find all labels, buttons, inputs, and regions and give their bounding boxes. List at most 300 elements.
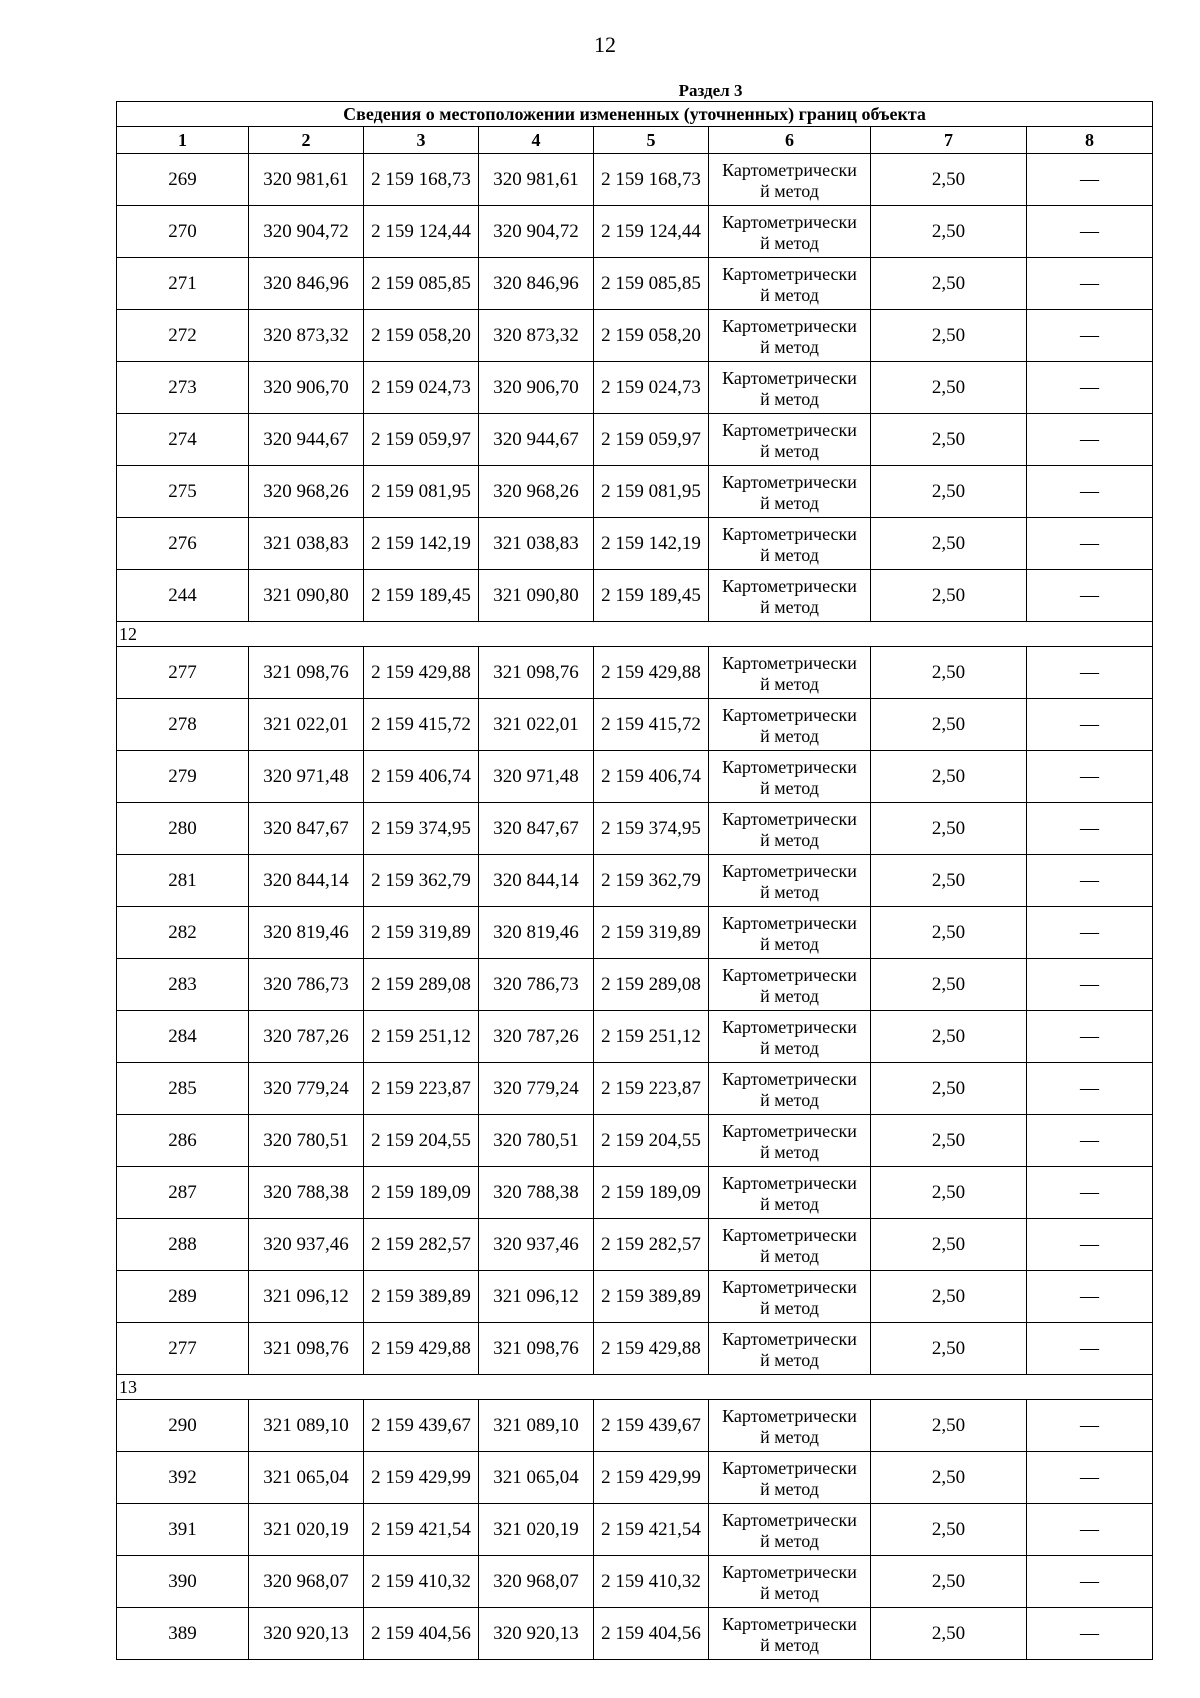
refined-y-cell: 2 159 362,79 <box>594 855 709 907</box>
existing-y-cell: 2 159 204,55 <box>364 1115 479 1167</box>
description-cell: — <box>1027 466 1153 518</box>
method-line-2: й метод <box>760 1141 819 1162</box>
table-row <box>117 1011 1153 1063</box>
refined-y-cell: 2 159 421,54 <box>594 1504 709 1556</box>
description-cell: — <box>1027 1400 1153 1452</box>
refined-x-cell: 320 819,46 <box>479 907 594 959</box>
table-row <box>117 466 1153 518</box>
existing-x-cell: 320 981,61 <box>249 154 364 206</box>
refined-y-cell: 2 159 085,85 <box>594 258 709 310</box>
refined-y-cell: 2 159 389,89 <box>594 1271 709 1323</box>
table-row <box>117 1323 1153 1375</box>
table-row <box>117 959 1153 1011</box>
point-number-cell: 392 <box>117 1452 249 1504</box>
method-line-2: й метод <box>760 232 819 253</box>
description-cell: — <box>1027 1219 1153 1271</box>
existing-x-cell: 321 090,80 <box>249 570 364 622</box>
description-cell: — <box>1027 1504 1153 1556</box>
existing-y-cell: 2 159 168,73 <box>364 154 479 206</box>
method-line-1: Картометрически <box>722 1172 857 1193</box>
description-cell: — <box>1027 1167 1153 1219</box>
method-line-2: й метод <box>760 388 819 409</box>
method-line-1: Картометрически <box>722 860 857 881</box>
refined-x-cell: 320 780,51 <box>479 1115 594 1167</box>
accuracy-cell: 2,50 <box>871 1452 1027 1504</box>
refined-y-cell: 2 159 142,19 <box>594 518 709 570</box>
method-cell <box>709 310 871 362</box>
refined-x-cell: 321 020,19 <box>479 1504 594 1556</box>
description-cell: — <box>1027 1115 1153 1167</box>
column-header: 1 <box>117 127 249 154</box>
description-cell: — <box>1027 518 1153 570</box>
table-row <box>117 1400 1153 1452</box>
accuracy-cell: 2,50 <box>871 466 1027 518</box>
existing-x-cell: 320 779,24 <box>249 1063 364 1115</box>
column-header: 6 <box>709 127 871 154</box>
method-cell <box>709 1063 871 1115</box>
accuracy-cell: 2,50 <box>871 1063 1027 1115</box>
method-line-1: Картометрически <box>722 1613 857 1634</box>
description-cell: — <box>1027 1608 1153 1660</box>
method-cell <box>709 751 871 803</box>
point-number-cell: 286 <box>117 1115 249 1167</box>
point-number-cell: 288 <box>117 1219 249 1271</box>
existing-x-cell: 320 971,48 <box>249 751 364 803</box>
point-number-cell: 273 <box>117 362 249 414</box>
description-cell: — <box>1027 362 1153 414</box>
existing-y-cell: 2 159 223,87 <box>364 1063 479 1115</box>
refined-x-cell: 320 786,73 <box>479 959 594 1011</box>
column-header-row <box>117 127 1153 154</box>
existing-y-cell: 2 159 429,99 <box>364 1452 479 1504</box>
description-cell: — <box>1027 907 1153 959</box>
refined-x-cell: 320 787,26 <box>479 1011 594 1063</box>
existing-x-cell: 320 944,67 <box>249 414 364 466</box>
method-cell <box>709 855 871 907</box>
method-line-2: й метод <box>760 933 819 954</box>
method-cell <box>709 1115 871 1167</box>
existing-y-cell: 2 159 362,79 <box>364 855 479 907</box>
method-line-2: й метод <box>760 1297 819 1318</box>
existing-x-cell: 320 847,67 <box>249 803 364 855</box>
refined-x-cell: 321 098,76 <box>479 647 594 699</box>
method-line-1: Картометрически <box>722 263 857 284</box>
description-cell: — <box>1027 751 1153 803</box>
point-number-cell: 277 <box>117 1323 249 1375</box>
point-number-cell: 285 <box>117 1063 249 1115</box>
method-line-1: Картометрически <box>722 1068 857 1089</box>
method-line-1: Картометрически <box>722 159 857 180</box>
existing-y-cell: 2 159 189,45 <box>364 570 479 622</box>
point-number-cell: 290 <box>117 1400 249 1452</box>
method-cell <box>709 154 871 206</box>
point-number-cell: 244 <box>117 570 249 622</box>
method-line-1: Картометрически <box>722 1457 857 1478</box>
point-number-cell: 274 <box>117 414 249 466</box>
method-cell <box>709 518 871 570</box>
method-cell <box>709 1504 871 1556</box>
table-row <box>117 1556 1153 1608</box>
existing-y-cell: 2 159 389,89 <box>364 1271 479 1323</box>
existing-y-cell: 2 159 142,19 <box>364 518 479 570</box>
refined-x-cell: 320 968,26 <box>479 466 594 518</box>
point-number-cell: 280 <box>117 803 249 855</box>
point-number-cell: 390 <box>117 1556 249 1608</box>
column-header: 7 <box>871 127 1027 154</box>
description-cell: — <box>1027 855 1153 907</box>
column-header: 8 <box>1027 127 1153 154</box>
refined-y-cell: 2 159 319,89 <box>594 907 709 959</box>
accuracy-cell: 2,50 <box>871 206 1027 258</box>
table-row <box>117 1452 1153 1504</box>
description-cell: — <box>1027 959 1153 1011</box>
existing-x-cell: 320 904,72 <box>249 206 364 258</box>
refined-x-cell: 320 847,67 <box>479 803 594 855</box>
existing-x-cell: 321 022,01 <box>249 699 364 751</box>
refined-y-cell: 2 159 404,56 <box>594 1608 709 1660</box>
accuracy-cell: 2,50 <box>871 1504 1027 1556</box>
accuracy-cell: 2,50 <box>871 414 1027 466</box>
description-cell: — <box>1027 1452 1153 1504</box>
method-line-2: й метод <box>760 1193 819 1214</box>
method-line-2: й метод <box>760 1349 819 1370</box>
table-row <box>117 258 1153 310</box>
accuracy-cell: 2,50 <box>871 855 1027 907</box>
method-line-2: й метод <box>760 1478 819 1499</box>
existing-y-cell: 2 159 406,74 <box>364 751 479 803</box>
refined-x-cell: 320 906,70 <box>479 362 594 414</box>
table-row <box>117 1063 1153 1115</box>
refined-y-cell: 2 159 289,08 <box>594 959 709 1011</box>
column-header: 3 <box>364 127 479 154</box>
method-cell <box>709 1556 871 1608</box>
method-line-2: й метод <box>760 1037 819 1058</box>
method-line-1: Картометрически <box>722 756 857 777</box>
refined-y-cell: 2 159 168,73 <box>594 154 709 206</box>
description-cell: — <box>1027 647 1153 699</box>
point-number-cell: 279 <box>117 751 249 803</box>
existing-x-cell: 320 788,38 <box>249 1167 364 1219</box>
existing-x-cell: 320 844,14 <box>249 855 364 907</box>
method-line-2: й метод <box>760 596 819 617</box>
refined-x-cell: 320 846,96 <box>479 258 594 310</box>
table-row <box>117 1115 1153 1167</box>
refined-y-cell: 2 159 439,67 <box>594 1400 709 1452</box>
existing-y-cell: 2 159 081,95 <box>364 466 479 518</box>
accuracy-cell: 2,50 <box>871 751 1027 803</box>
column-header: 4 <box>479 127 594 154</box>
refined-x-cell: 320 779,24 <box>479 1063 594 1115</box>
existing-y-cell: 2 159 415,72 <box>364 699 479 751</box>
existing-x-cell: 320 920,13 <box>249 1608 364 1660</box>
refined-x-cell: 320 944,67 <box>479 414 594 466</box>
method-line-1: Картометрически <box>722 1276 857 1297</box>
refined-x-cell: 321 038,83 <box>479 518 594 570</box>
point-number-cell: 282 <box>117 907 249 959</box>
method-line-1: Картометрически <box>722 964 857 985</box>
accuracy-cell: 2,50 <box>871 258 1027 310</box>
existing-y-cell: 2 159 251,12 <box>364 1011 479 1063</box>
existing-x-cell: 321 089,10 <box>249 1400 364 1452</box>
method-line-1: Картометрически <box>722 575 857 596</box>
method-cell <box>709 1452 871 1504</box>
method-line-1: Картометрически <box>722 1224 857 1245</box>
method-cell <box>709 258 871 310</box>
existing-y-cell: 2 159 085,85 <box>364 258 479 310</box>
refined-x-cell: 320 981,61 <box>479 154 594 206</box>
method-line-2: й метод <box>760 1530 819 1551</box>
point-number-cell: 283 <box>117 959 249 1011</box>
refined-x-cell: 320 904,72 <box>479 206 594 258</box>
method-line-2: й метод <box>760 1582 819 1603</box>
method-line-2: й метод <box>760 1089 819 1110</box>
refined-x-cell: 320 788,38 <box>479 1167 594 1219</box>
method-cell <box>709 466 871 518</box>
method-line-1: Картометрически <box>722 1509 857 1530</box>
existing-y-cell: 2 159 282,57 <box>364 1219 479 1271</box>
method-cell <box>709 699 871 751</box>
existing-y-cell: 2 159 429,88 <box>364 1323 479 1375</box>
contour-group-number: 12 <box>117 622 1153 647</box>
accuracy-cell: 2,50 <box>871 1167 1027 1219</box>
table-row <box>117 1271 1153 1323</box>
method-line-2: й метод <box>760 985 819 1006</box>
refined-y-cell: 2 159 024,73 <box>594 362 709 414</box>
column-header: 5 <box>594 127 709 154</box>
table-row <box>117 751 1153 803</box>
contour-group-row <box>117 1375 1153 1400</box>
refined-x-cell: 320 968,07 <box>479 1556 594 1608</box>
description-cell: — <box>1027 570 1153 622</box>
existing-x-cell: 320 819,46 <box>249 907 364 959</box>
description-cell: — <box>1027 1323 1153 1375</box>
method-line-1: Картометрически <box>722 808 857 829</box>
refined-y-cell: 2 159 429,88 <box>594 647 709 699</box>
existing-x-cell: 321 098,76 <box>249 647 364 699</box>
point-number-cell: 391 <box>117 1504 249 1556</box>
point-number-cell: 278 <box>117 699 249 751</box>
description-cell: — <box>1027 206 1153 258</box>
contour-group-row <box>117 622 1153 647</box>
table-row <box>117 1219 1153 1271</box>
refined-x-cell: 320 844,14 <box>479 855 594 907</box>
accuracy-cell: 2,50 <box>871 518 1027 570</box>
table-row <box>117 1608 1153 1660</box>
existing-x-cell: 320 846,96 <box>249 258 364 310</box>
accuracy-cell: 2,50 <box>871 570 1027 622</box>
accuracy-cell: 2,50 <box>871 803 1027 855</box>
point-number-cell: 270 <box>117 206 249 258</box>
method-line-1: Картометрически <box>722 1405 857 1426</box>
point-number-cell: 389 <box>117 1608 249 1660</box>
method-cell <box>709 362 871 414</box>
point-number-cell: 275 <box>117 466 249 518</box>
description-cell: — <box>1027 1063 1153 1115</box>
existing-x-cell: 320 780,51 <box>249 1115 364 1167</box>
method-line-2: й метод <box>760 777 819 798</box>
method-cell <box>709 570 871 622</box>
page-number: 12 <box>594 32 616 57</box>
existing-y-cell: 2 159 189,09 <box>364 1167 479 1219</box>
method-cell <box>709 1219 871 1271</box>
accuracy-cell: 2,50 <box>871 1608 1027 1660</box>
existing-y-cell: 2 159 421,54 <box>364 1504 479 1556</box>
table-row <box>117 414 1153 466</box>
method-line-2: й метод <box>760 1245 819 1266</box>
accuracy-cell: 2,50 <box>871 699 1027 751</box>
refined-x-cell: 321 089,10 <box>479 1400 594 1452</box>
method-cell <box>709 414 871 466</box>
table-row <box>117 1167 1153 1219</box>
point-number-cell: 289 <box>117 1271 249 1323</box>
point-number-cell: 281 <box>117 855 249 907</box>
existing-y-cell: 2 159 429,88 <box>364 647 479 699</box>
existing-y-cell: 2 159 058,20 <box>364 310 479 362</box>
column-header: 2 <box>249 127 364 154</box>
refined-x-cell: 320 971,48 <box>479 751 594 803</box>
method-line-2: й метод <box>760 440 819 461</box>
accuracy-cell: 2,50 <box>871 1219 1027 1271</box>
table-row <box>117 206 1153 258</box>
existing-x-cell: 321 038,83 <box>249 518 364 570</box>
point-number-cell: 276 <box>117 518 249 570</box>
existing-y-cell: 2 159 289,08 <box>364 959 479 1011</box>
accuracy-cell: 2,50 <box>871 154 1027 206</box>
contour-group-number: 13 <box>117 1375 1153 1400</box>
method-cell <box>709 803 871 855</box>
point-number-cell: 277 <box>117 647 249 699</box>
existing-x-cell: 320 968,07 <box>249 1556 364 1608</box>
boundary-coordinates-table <box>116 80 1153 1660</box>
refined-x-cell: 321 090,80 <box>479 570 594 622</box>
method-line-1: Картометрически <box>722 367 857 388</box>
method-line-2: й метод <box>760 1426 819 1447</box>
existing-x-cell: 320 906,70 <box>249 362 364 414</box>
table-row <box>117 1504 1153 1556</box>
table-row <box>117 570 1153 622</box>
description-cell: — <box>1027 803 1153 855</box>
description-cell: — <box>1027 154 1153 206</box>
refined-y-cell: 2 159 406,74 <box>594 751 709 803</box>
accuracy-cell: 2,50 <box>871 362 1027 414</box>
accuracy-cell: 2,50 <box>871 1115 1027 1167</box>
method-line-2: й метод <box>760 336 819 357</box>
method-line-2: й метод <box>760 544 819 565</box>
description-cell: — <box>1027 1556 1153 1608</box>
accuracy-cell: 2,50 <box>871 310 1027 362</box>
existing-y-cell: 2 159 059,97 <box>364 414 479 466</box>
method-cell <box>709 1323 871 1375</box>
point-number-cell: 287 <box>117 1167 249 1219</box>
method-line-1: Картометрически <box>722 652 857 673</box>
existing-x-cell: 320 787,26 <box>249 1011 364 1063</box>
accuracy-cell: 2,50 <box>871 1323 1027 1375</box>
refined-x-cell: 320 920,13 <box>479 1608 594 1660</box>
section-label: Раздел 3 <box>117 80 1153 102</box>
method-line-2: й метод <box>760 673 819 694</box>
table-row <box>117 855 1153 907</box>
existing-y-cell: 2 159 024,73 <box>364 362 479 414</box>
description-cell: — <box>1027 310 1153 362</box>
refined-y-cell: 2 159 251,12 <box>594 1011 709 1063</box>
method-line-1: Картометрически <box>722 1016 857 1037</box>
existing-x-cell: 320 968,26 <box>249 466 364 518</box>
existing-y-cell: 2 159 410,32 <box>364 1556 479 1608</box>
existing-x-cell: 320 873,32 <box>249 310 364 362</box>
table-row <box>117 803 1153 855</box>
method-cell <box>709 959 871 1011</box>
description-cell: — <box>1027 1011 1153 1063</box>
table-row <box>117 699 1153 751</box>
accuracy-cell: 2,50 <box>871 1556 1027 1608</box>
method-line-1: Картометрически <box>722 523 857 544</box>
method-line-1: Картометрически <box>722 1328 857 1349</box>
refined-y-cell: 2 159 189,09 <box>594 1167 709 1219</box>
refined-x-cell: 321 022,01 <box>479 699 594 751</box>
method-cell <box>709 647 871 699</box>
method-cell <box>709 1167 871 1219</box>
method-line-1: Картометрически <box>722 315 857 336</box>
method-line-1: Картометрически <box>722 1561 857 1582</box>
refined-y-cell: 2 159 223,87 <box>594 1063 709 1115</box>
accuracy-cell: 2,50 <box>871 959 1027 1011</box>
refined-y-cell: 2 159 059,97 <box>594 414 709 466</box>
point-number-cell: 284 <box>117 1011 249 1063</box>
method-cell <box>709 206 871 258</box>
refined-x-cell: 320 937,46 <box>479 1219 594 1271</box>
point-number-cell: 272 <box>117 310 249 362</box>
method-cell <box>709 1271 871 1323</box>
method-line-2: й метод <box>760 180 819 201</box>
accuracy-cell: 2,50 <box>871 1011 1027 1063</box>
table-row <box>117 362 1153 414</box>
method-line-1: Картометрически <box>722 1120 857 1141</box>
existing-y-cell: 2 159 404,56 <box>364 1608 479 1660</box>
method-line-1: Картометрически <box>722 704 857 725</box>
table-row <box>117 518 1153 570</box>
existing-x-cell: 321 096,12 <box>249 1271 364 1323</box>
description-cell: — <box>1027 1271 1153 1323</box>
accuracy-cell: 2,50 <box>871 1271 1027 1323</box>
method-line-2: й метод <box>760 1634 819 1655</box>
refined-y-cell: 2 159 429,88 <box>594 1323 709 1375</box>
refined-y-cell: 2 159 282,57 <box>594 1219 709 1271</box>
method-line-2: й метод <box>760 881 819 902</box>
accuracy-cell: 2,50 <box>871 647 1027 699</box>
refined-y-cell: 2 159 081,95 <box>594 466 709 518</box>
accuracy-cell: 2,50 <box>871 907 1027 959</box>
existing-y-cell: 2 159 374,95 <box>364 803 479 855</box>
refined-y-cell: 2 159 429,99 <box>594 1452 709 1504</box>
refined-y-cell: 2 159 189,45 <box>594 570 709 622</box>
method-cell <box>709 1608 871 1660</box>
method-line-2: й метод <box>760 725 819 746</box>
description-cell: — <box>1027 258 1153 310</box>
method-line-1: Картометрически <box>722 912 857 933</box>
refined-y-cell: 2 159 124,44 <box>594 206 709 258</box>
existing-x-cell: 320 937,46 <box>249 1219 364 1271</box>
existing-x-cell: 321 065,04 <box>249 1452 364 1504</box>
existing-y-cell: 2 159 124,44 <box>364 206 479 258</box>
refined-x-cell: 321 098,76 <box>479 1323 594 1375</box>
method-line-1: Картометрически <box>722 471 857 492</box>
existing-x-cell: 320 786,73 <box>249 959 364 1011</box>
method-cell <box>709 1011 871 1063</box>
method-cell <box>709 907 871 959</box>
point-number-cell: 271 <box>117 258 249 310</box>
method-line-1: Картометрически <box>722 419 857 440</box>
method-line-1: Картометрически <box>722 211 857 232</box>
